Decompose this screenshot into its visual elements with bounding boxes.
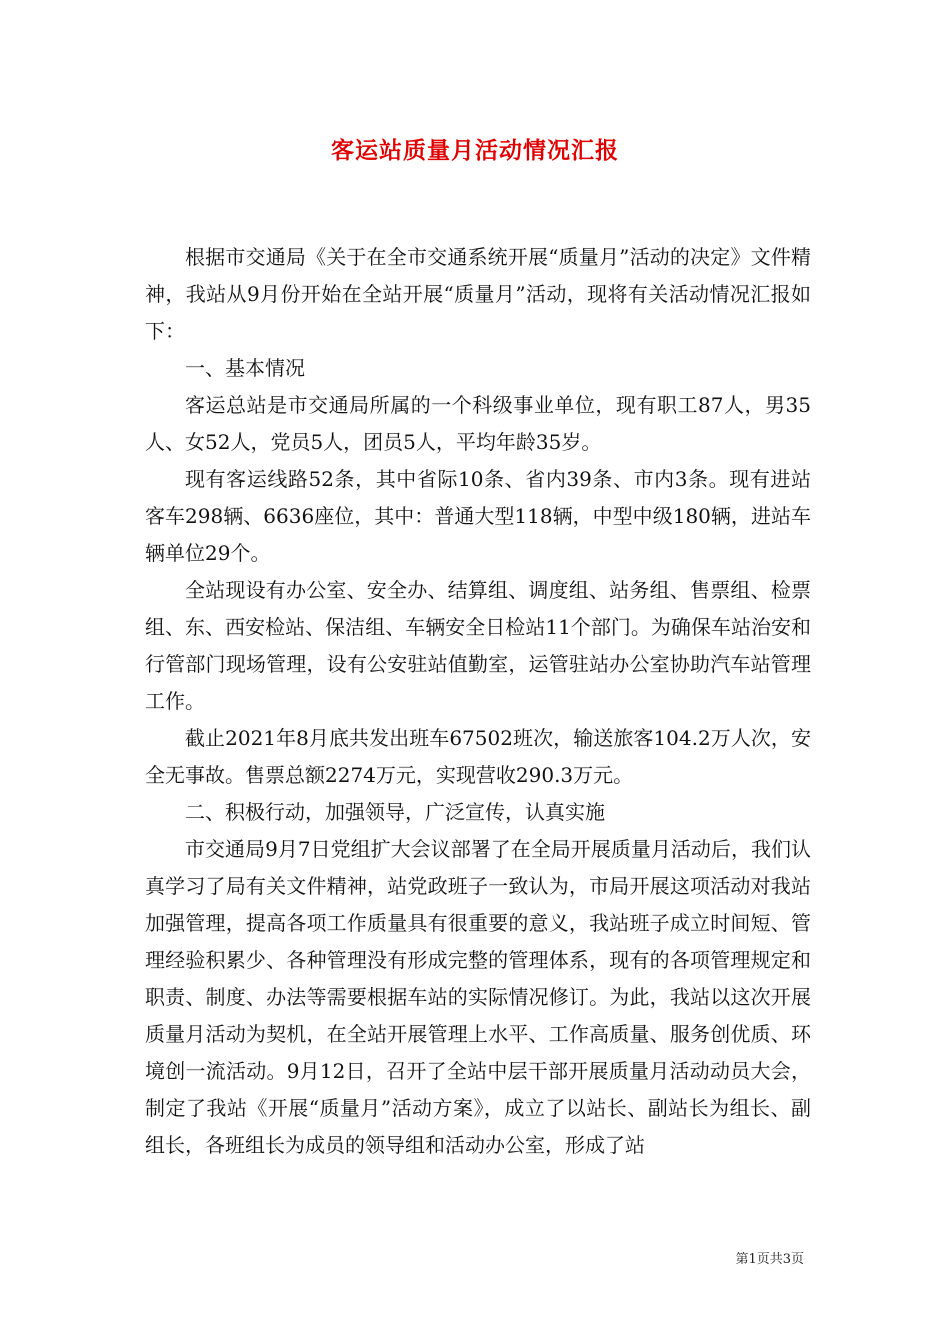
paragraph-meeting: 市交通局9月7日党组扩大会议部署了在全局开展质量月活动后，我们认真学习了局有关文件精神，站党政班子一致认为，市局开展这项活动对我站加强管理，提高各项工作质量具有很重要的意义，我站班子成立时间短、管理经验积累少、各种管理没有形成完整的管理体系，现有的各项管理规定和职责、制度、办法等需要根据车站的实际情况修订。为此，我站以这次开展质量月活动为契机，在全站开展管理上水平、工作高质量、服务创优质、环境创一流活动。9月12日，召开了全站中层干部开展质量月活动动员大会，制定了我站《开展“质量月”活动方案》，成立了以站长、副站长为组长、副组长，各班组长为成员的领导组和活动办公室，形成了站 bbox=[145, 837, 811, 1157]
document-body bbox=[145, 239, 811, 1164]
page-number: 第1页共3页 bbox=[735, 1252, 804, 1267]
document-title: 客运站质量月活动情况汇报 bbox=[331, 137, 619, 164]
paragraph-intro: 根据市交通局《关于在全市交通系统开展“质量月”活动的决定》文件精神，我站从9月份开始在全站开展“质量月”活动，现将有关活动情况汇报如下： bbox=[145, 245, 811, 343]
paragraph-statistics: 截止2021年8月底共发出班车67502班次，输送旅客104.2万人次，安全无事故。售票总额2274万元，实现营收290.3万元。 bbox=[145, 726, 811, 787]
section-heading-action: 二、积极行动，加强领导，广泛宣传，认真实施 bbox=[185, 800, 605, 824]
paragraph-departments: 全站现设有办公室、安全办、结算组、调度组、站务组、售票组、检票组、东、西安检站、保洁组、车辆安全日检站11个部门。为确保车站治安和行管部门现场管理，设有公安驻站值勤室，运管驻站办公室协助汽车站管理工作。 bbox=[145, 578, 811, 713]
section-heading-basic: 一、基本情况 bbox=[185, 356, 305, 380]
paragraph-staff: 客运总站是市交通局所属的一个科级事业单位，现有职工87人，男35人、女52人，党员5人，团员5人，平均年龄35岁。 bbox=[145, 393, 811, 454]
paragraph-routes: 现有客运线路52条，其中省际10条、省内39条、市内3条。现有进站客车298辆、6636座位，其中：普通大型118辆，中型中级180辆，进站车辆单位29个。 bbox=[145, 467, 811, 565]
